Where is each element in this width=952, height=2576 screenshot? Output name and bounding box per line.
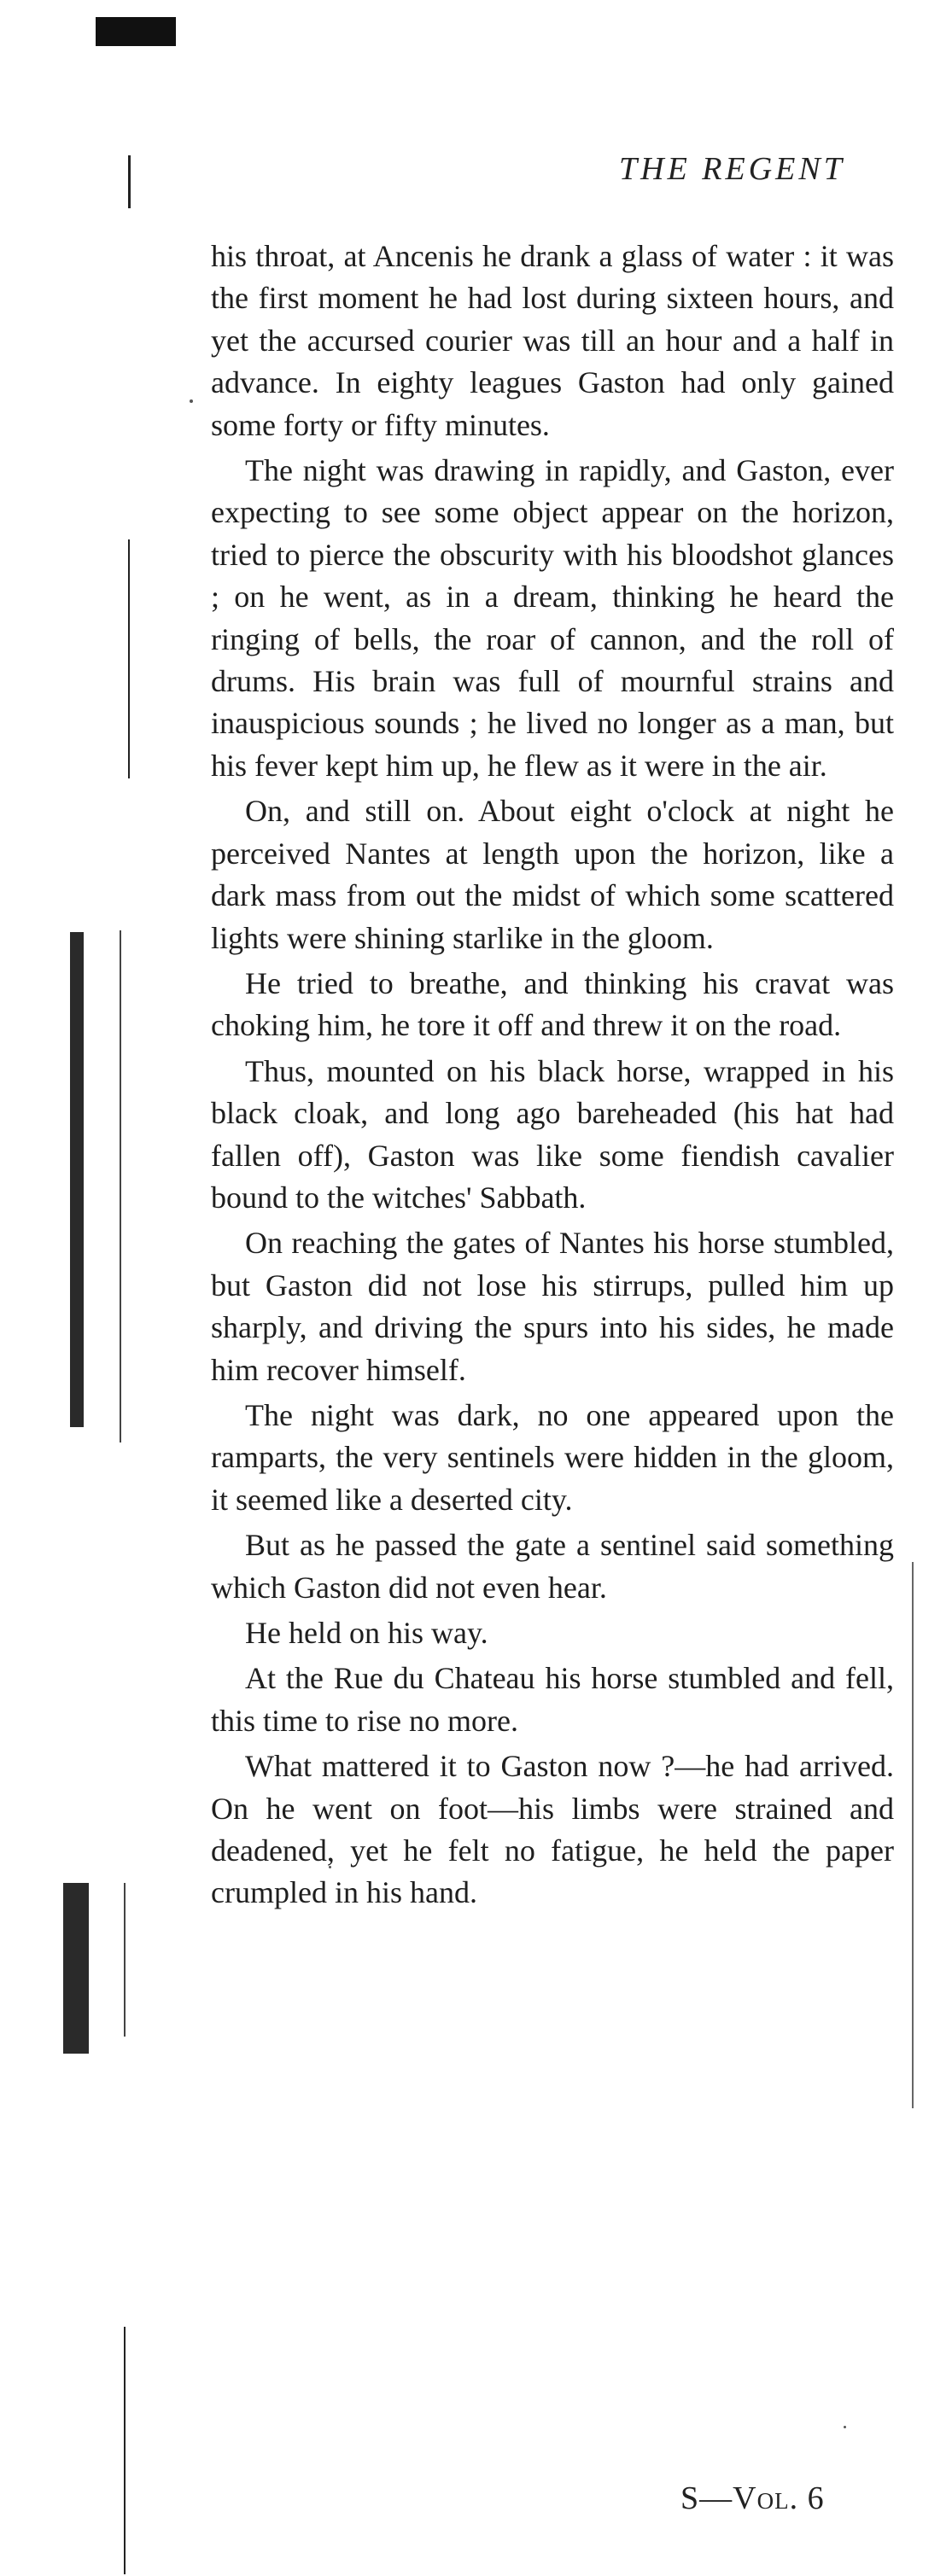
paragraph: What mattered it to Gaston now ?—he had arrived. On he went on foot—his limbs were strained and deadened, yet he felt no fatigue, he held the paper crumpled in his hand. (211, 1749, 894, 1910)
scan-speck (190, 399, 193, 403)
scan-edge-line (124, 2327, 126, 2574)
paragraph: The night was dark, no one appeared upon the ramparts, the very sentinels were hidden in the gloom, it seemed like a deserted city. (211, 1397, 894, 1517)
text-column (211, 236, 894, 1918)
paragraph: He tried to breathe, and thinking his cravat was choking him, he tore it off and threw it on the road. (211, 965, 894, 1043)
paragraph: At the Rue du Chateau his horse stumbled and fell, this time to rise no more. (211, 1661, 894, 1738)
signature-mark: S—Vol. 6 (680, 2480, 825, 2516)
scan-edge-line (128, 539, 130, 778)
paragraph: On reaching the gates of Nantes his horse stumbled, but Gaston did not lose his stirrups, pulled him up sharply, and driving the spurs into his sides, he made him recover himself. (211, 1226, 894, 1387)
running-head: THE REGENT (619, 151, 845, 187)
scan-edge-line (128, 155, 131, 208)
scan-edge-line (124, 1883, 126, 2037)
scan-edge-line (120, 930, 121, 1442)
paragraph: his throat, at Ancenis he drank a glass of water : it was the first moment he had lost during sixteen hours, and yet the accursed courier was till an hour and a half in advance. In eighty leagues Gaston had only gained some forty or fifty minutes. (211, 239, 894, 442)
paragraph: But as he passed the gate a sentinel said something which Gaston did not even hear. (211, 1528, 894, 1605)
scan-edge-line (70, 932, 84, 1427)
paragraph: He held on his way. (245, 1616, 488, 1650)
paragraph: The night was drawing in rapidly, and Gaston, ever expecting to see some object appear on the horizon, tried to pierce the obscurity with his bloodshot glances ; on he went, as in a dream, thinking he heard the ringing of bells, the roar of cannon, and the roll of drums. His brain was full of mournful strains and inauspicious sounds ; he lived no longer as a man, but his fever kept him up, he flew as it were in the air. (211, 453, 894, 783)
paragraph: Thus, mounted on his black horse, wrapped in his black cloak, and long ago bareheaded (his hat had fallen off), Gaston was like some fiendish cavalier bound to the witches' Sabbath. (211, 1053, 894, 1215)
paragraph: On, and still on. About eight o'clock at night he perceived Nantes at length upon the horizon, like a dark mass from out the midst of which some scattered lights were shining starlike in the gloom. (211, 794, 894, 955)
scan-speck (844, 2426, 846, 2428)
scan-mark (96, 17, 176, 46)
scan-edge-line (912, 1562, 914, 2108)
scan-edge-line (63, 1883, 89, 2054)
